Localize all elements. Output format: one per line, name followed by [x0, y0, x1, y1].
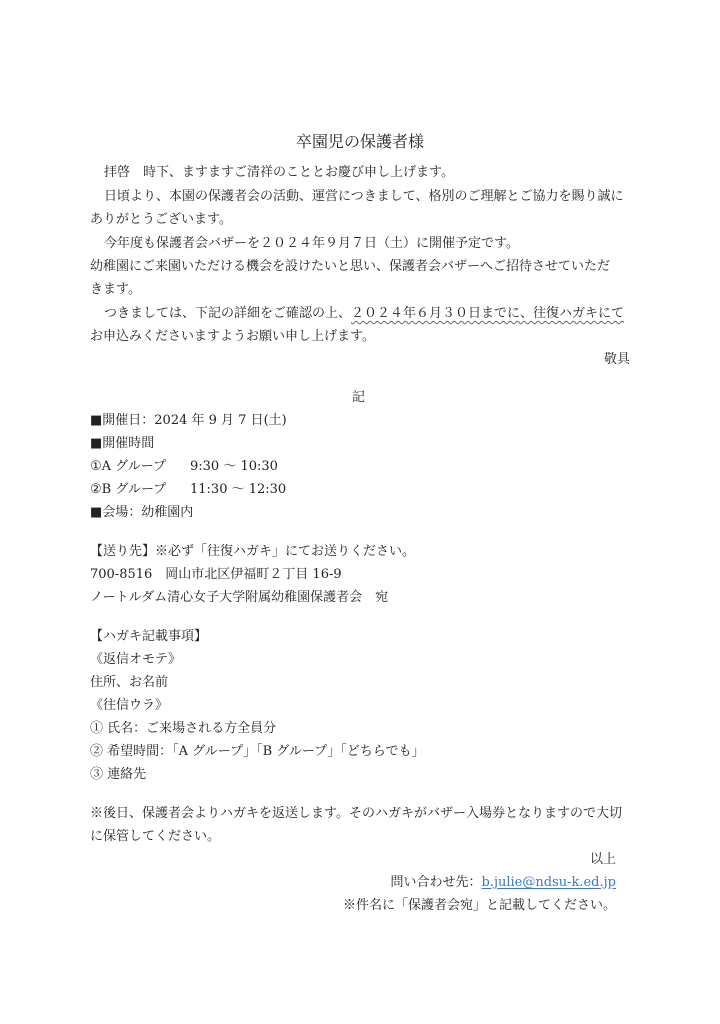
postcard-heading: 【ハガキ記載事項】 [90, 629, 208, 644]
reply-front-heading: 《返信オモテ》 [90, 652, 182, 667]
paragraph-3-line-1: 幼稚園にご来園いただける機会を設けたいと思い、保護者会バザーへご招待させていただ [90, 259, 611, 274]
group-b-schedule [90, 483, 286, 496]
list-item: ③ 連絡先 [90, 767, 147, 782]
closing-keigu: 敬具 [603, 352, 630, 367]
list-item: ① 氏名：ご来場される方全員分 [90, 721, 277, 736]
contact-label: 問い合わせ先： [390, 875, 482, 890]
contact-line [390, 876, 616, 889]
page-title: 卒園児の保護者様 [295, 132, 424, 151]
event-date: ■開催日：2024 年 9 月 7 日(土) [90, 413, 287, 428]
outgoing-back-heading: 《往信ウラ》 [90, 698, 169, 713]
paragraph-4-line-1 [104, 307, 624, 320]
paragraph-1-line-2: ありがとうございます。 [90, 212, 232, 227]
group-a-schedule [90, 460, 278, 473]
send-to-heading: 【送り先】※必ず「往復ハガキ」にてお送りください。 [90, 544, 416, 559]
ki-heading: 記 [352, 390, 366, 405]
group-b-time: 11:30 ～ 12:30 [190, 482, 287, 497]
contact-email-link[interactable]: b.julie@ndsu-k.ed.jp [481, 875, 616, 890]
mailing-address: 700-8516 岡山市北区伊福町２丁目 16-9 [90, 567, 342, 582]
deadline-highlight: ２０２４年６月３０日までに、往復ハガキにて [351, 306, 625, 321]
list-item: ② 希望時間：「A グループ」「B グループ」「どちらでも」 [90, 744, 425, 759]
note-line-2: に保管してください。 [90, 829, 221, 844]
paragraph-1-line-1: 日頃より、本園の保護者会の活動、運営につきまして、格別のご理解とご協力を賜り誠に [104, 189, 624, 204]
greeting-text: 拝啓 時下、ますますご清祥のこととお慶び申し上げます。 [104, 165, 454, 180]
venue: ■会場：幼稚園内 [90, 505, 194, 520]
group-a-label: ①A グループ [90, 459, 167, 474]
group-b-label: ②B グループ [90, 482, 167, 497]
group-a-time: 9:30 ～ 10:30 [190, 459, 278, 474]
recipient-name: ノートルダム清心女子大学附属幼稚園保護者会 宛 [90, 590, 389, 605]
note-line-1: ※後日、保護者会よりハガキを返送します。そのハガキがバザー入場券となりますので大切 [90, 806, 622, 821]
paragraph-2: 今年度も保護者会バザーを２０２４年９月７日（土）に開催予定です。 [104, 236, 519, 251]
deadline-prefix: つきましては、下記の詳細をご確認の上、 [104, 306, 352, 321]
closing-ijo: 以上 [589, 852, 616, 867]
subject-note: ※件名に「保護者会宛」と記載してください。 [342, 898, 616, 913]
paragraph-3-line-2: きます。 [90, 282, 141, 297]
event-time-heading: ■開催時間 [90, 436, 155, 451]
reply-front-content: 住所、お名前 [90, 675, 169, 690]
paragraph-4-line-2: お申込みくださいますようお願い申し上げます。 [90, 329, 375, 344]
